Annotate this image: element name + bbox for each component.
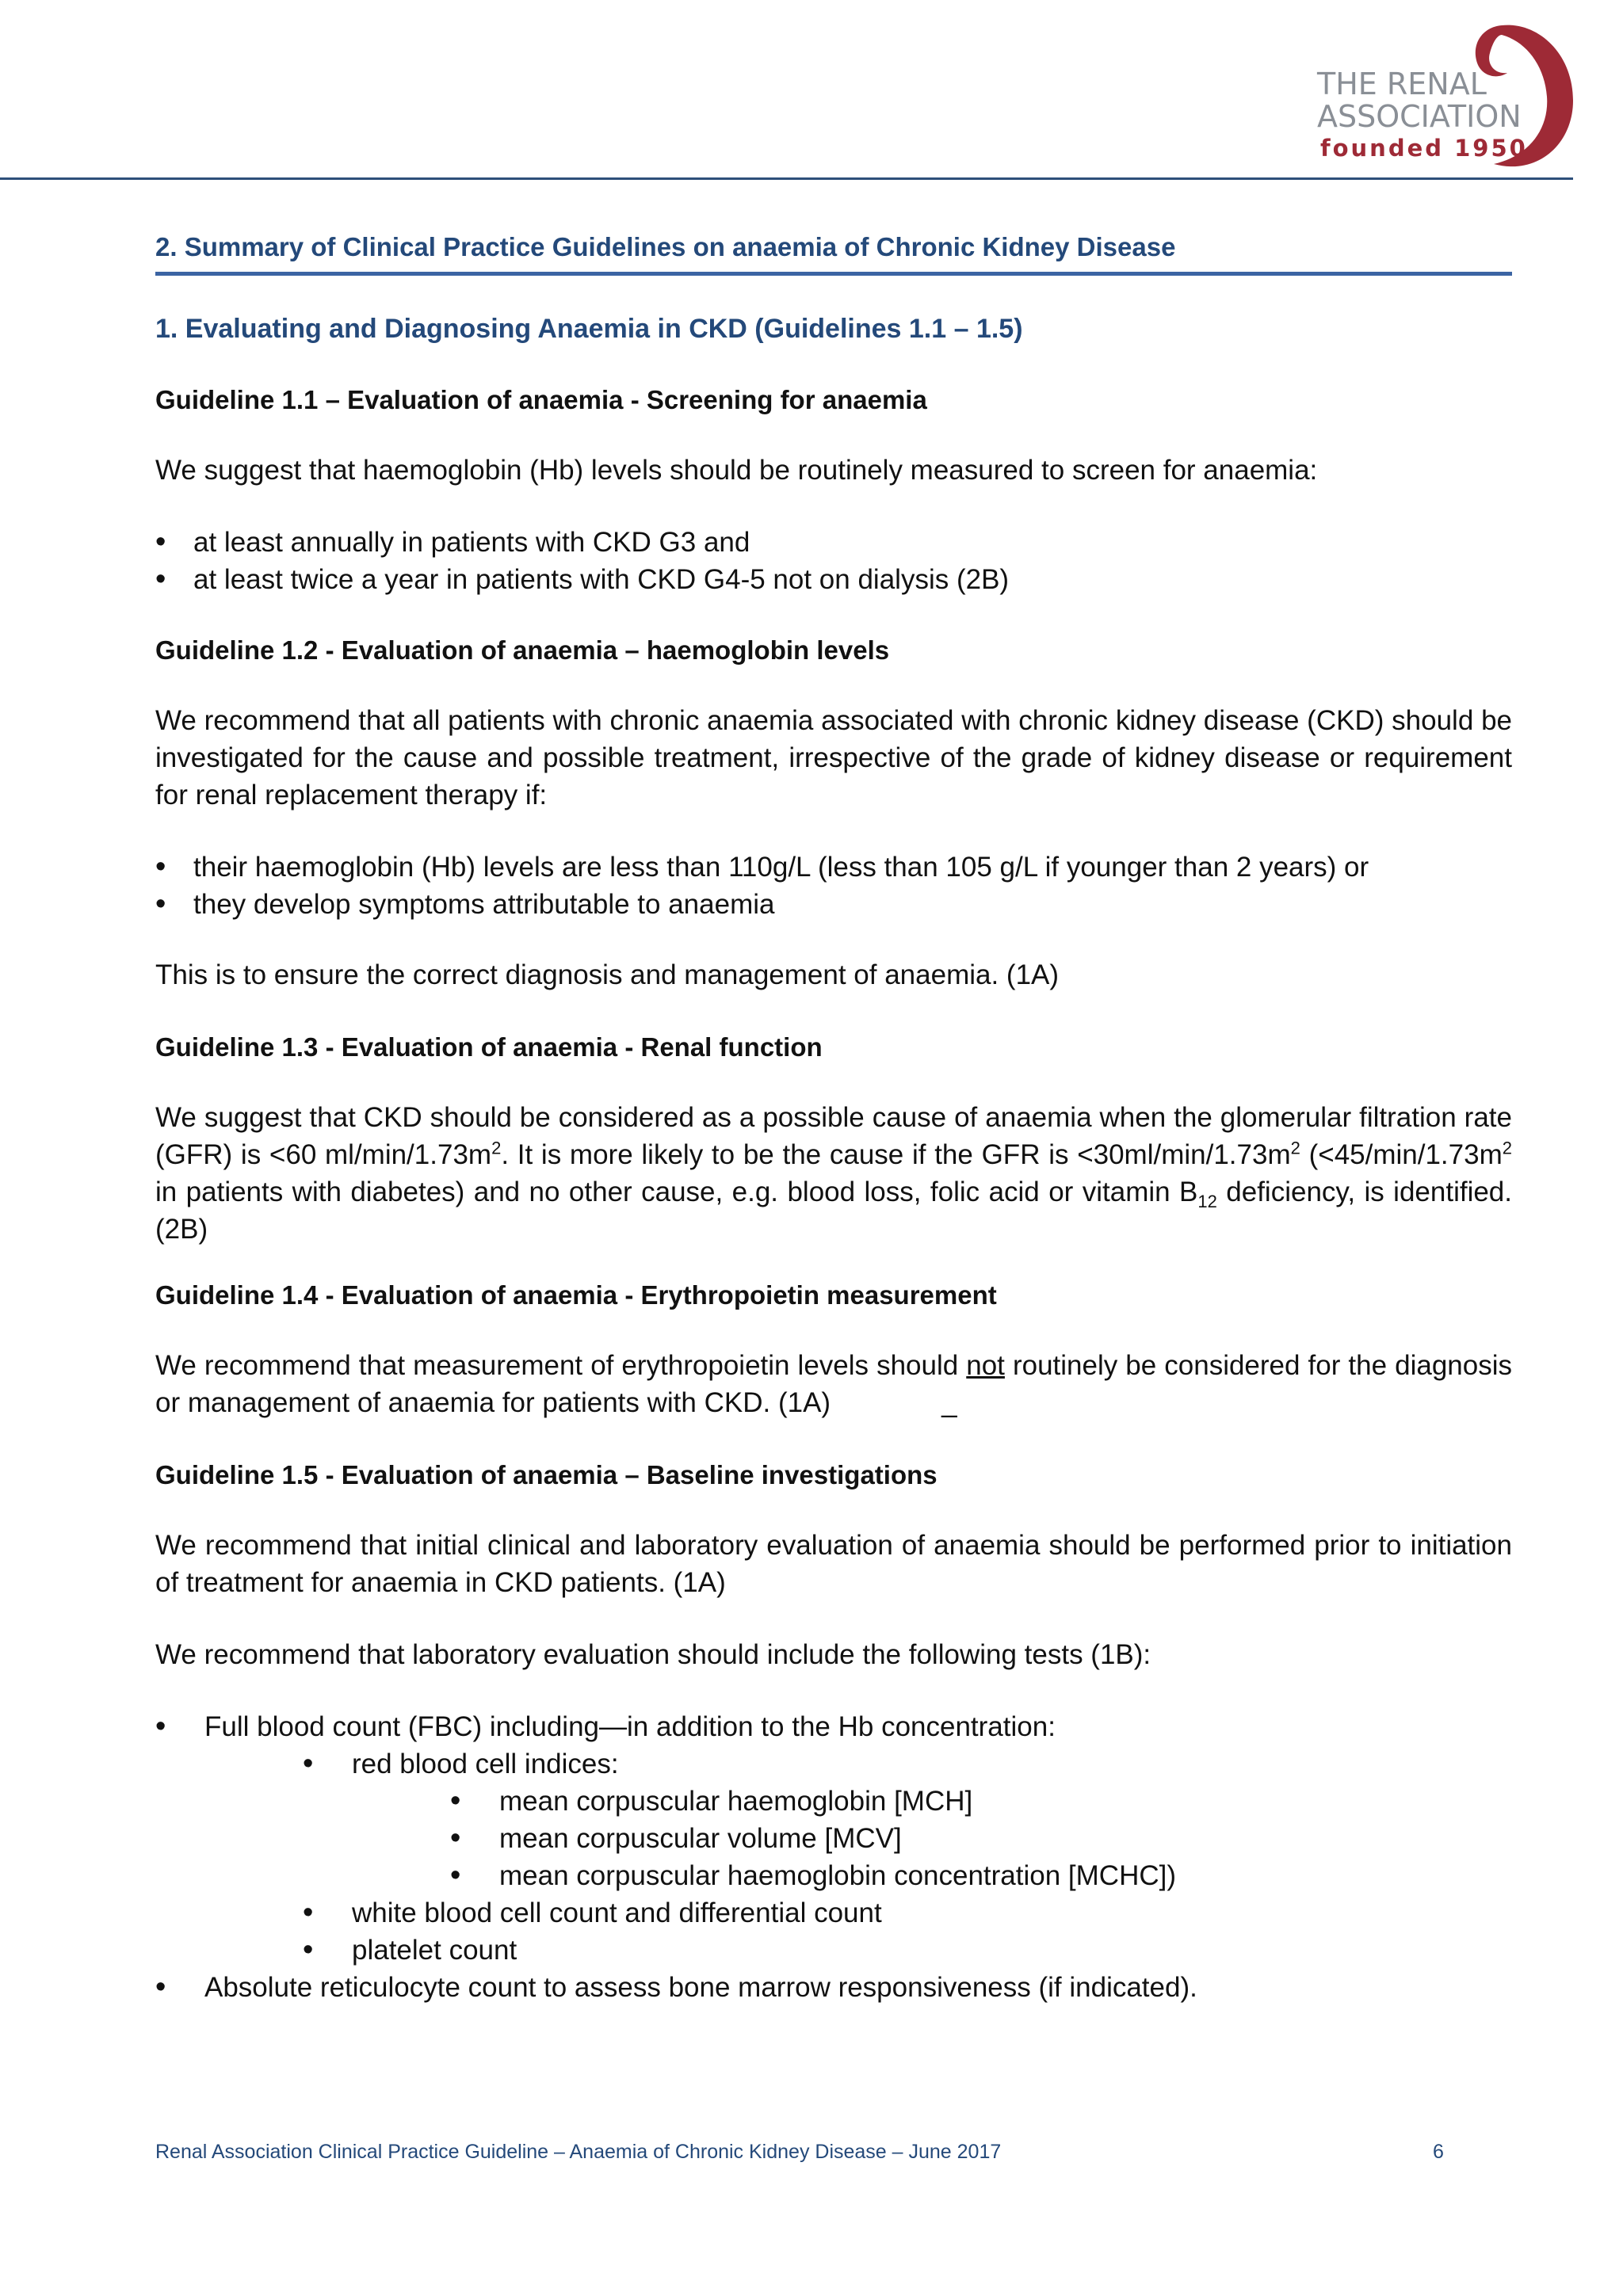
list-item: • Absolute reticulocyte count to assess bone marrow responsiveness (if indicated). [155,1969,1512,2006]
logo-text-line2: ASSOCIATION [1317,99,1522,134]
logo-text-line3: founded 1950 [1320,135,1528,162]
guideline-1-2-list [155,849,1512,923]
guideline-1-5-list [155,1708,1512,2006]
guideline-1-3-heading: Guideline 1.3 - Evaluation of anaemia - Renal function [155,1032,823,1062]
page-number: 6 [1433,2141,1444,2163]
list-item: • white blood cell count and differential count [303,1894,1512,1932]
guideline-1-5-heading: Guideline 1.5 - Evaluation of anaemia – Baseline investigations [155,1460,938,1489]
guideline-1-4-heading: Guideline 1.4 - Evaluation of anaemia - Erythropoietin measurement [155,1280,997,1310]
guideline-1-1-list [155,524,1512,598]
guideline-1-2-heading: Guideline 1.2 - Evaluation of anaemia – haemoglobin levels [155,635,890,665]
list-item: • they develop symptoms attributable to anaemia [155,886,1512,923]
page-content [155,228,1512,2039]
fbc-sublist [303,1745,1512,1969]
renal-association-logo [1300,17,1585,176]
guideline-1-5-p1: We recommend that initial clinical and laboratory evaluation of anaemia should be performed prior to initiation of treatment for anaemia in CKD patients. (1A) [155,1530,1512,1598]
list-item-fbc: • Full blood count (FBC) including—in addition to the Hb concentration: • red blood cell indices: • mean corpuscular haemoglobin [MCH] • mean corpuscular volume [MCV] • mean corpuscular haemoglobin concentration [MCHC]) • white blood cell count and differential count • platelet count [155,1708,1512,1969]
list-item: • mean corpuscular haemoglobin [MCH] [450,1783,1512,1820]
list-item: • their haemoglobin (Hb) levels are less than 110g/L (less than 105 g/L if younger than 2 years) or [155,849,1512,886]
logo-text-line1: THE RENAL [1317,67,1487,101]
header-divider [0,177,1573,180]
guideline-1-1-intro: We suggest that haemoglobin (Hb) levels should be routinely measured to screen for anaemia: [155,455,1318,486]
section-title: 2. Summary of Clinical Practice Guidelines on anaemia of Chronic Kidney Disease [155,228,1512,276]
subsection-title: 1. Evaluating and Diagnosing Anaemia in CKD (Guidelines 1.1 – 1.5) [155,314,1023,344]
footer-text: Renal Association Clinical Practice Guideline – Anaemia of Chronic Kidney Disease – June 2017 [155,2141,1002,2163]
guideline-1-2-closing: This is to ensure the correct diagnosis and management of anaemia. (1A) [155,959,1060,990]
guideline-1-4-text: We recommend that measurement of erythropoietin levels should not routinely be considered for the diagnosis or management of anaemia for patients with CKD. (1A) _ [155,1347,1512,1421]
list-item-rbc: • red blood cell indices: • mean corpuscular haemoglobin [MCH] • mean corpuscular volume [MCV] • mean corpuscular haemoglobin concentration [MCHC]) [303,1745,1512,1894]
stray-underscore: _ [941,1387,957,1418]
emphasis-not: not [966,1350,1005,1381]
guideline-1-3-text: We suggest that CKD should be considered as a possible cause of anaemia when the glomerular filtration rate (GFR) is <60 $ml/\min/1.73m^2$. It is more likely to be the cause if the GFR is $<30ml/\min/1.73m^2$ ($<45/\min/1.73m^2$ in patients with diabetes) and no other cause, e.g. blood loss, folic acid or vitamin $B_{12}$ deficiency, is identified. (2B) [155,1102,1512,1245]
guideline-1-2-intro: We recommend that all patients with chronic anaemia associated with chronic kidney disease (CKD) should be investigated for the cause and possible treatment, irrespective of the grade of kidney disease or requirement for renal replacement therapy if: [155,705,1512,810]
list-item: • mean corpuscular volume [MCV] [450,1820,1512,1857]
guideline-1-1-heading: Guideline 1.1 – Evaluation of anaemia - Screening for anaemia [155,385,927,414]
rbc-indices-list [450,1783,1512,1894]
list-item: • at least annually in patients with CKD G3 and [155,524,1512,561]
list-item: • platelet count [303,1932,1512,1969]
list-item: • mean corpuscular haemoglobin concentration [MCHC]) [450,1857,1512,1894]
list-item: • at least twice a year in patients with CKD G4-5 not on dialysis (2B) [155,561,1512,598]
guideline-1-5-p2: We recommend that laboratory evaluation should include the following tests (1B): [155,1639,1151,1670]
